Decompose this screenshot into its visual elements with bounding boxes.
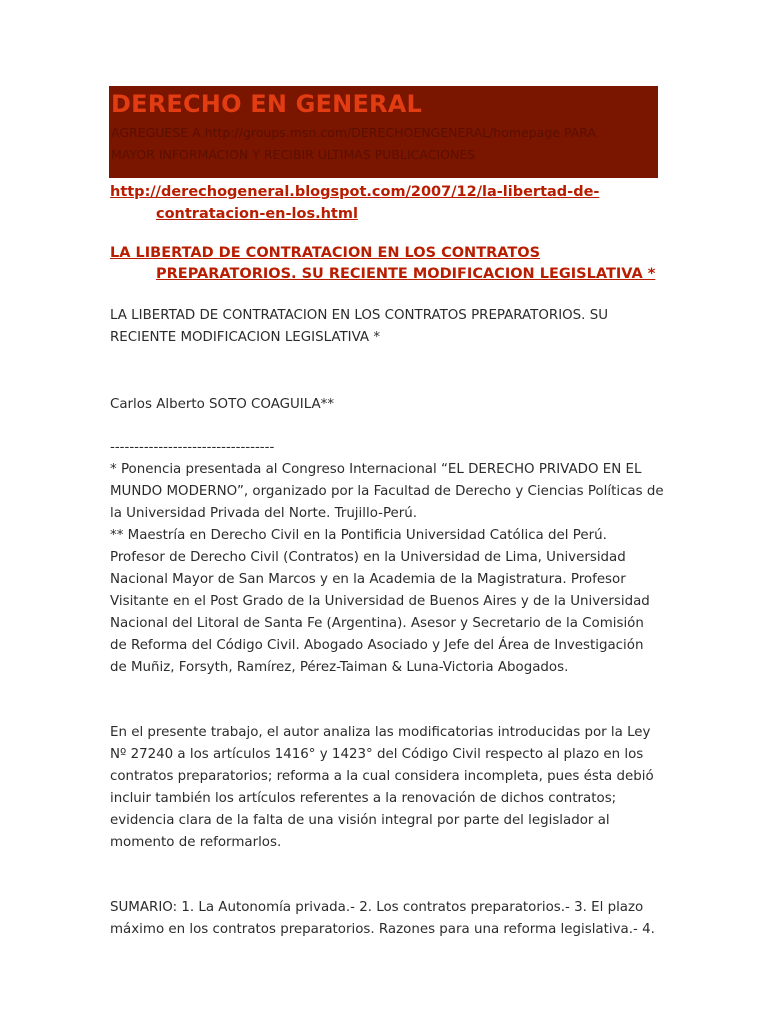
- abstract-line: evidencia clara de la falta de una visión integral por parte del legislador al: [110, 813, 610, 828]
- abstract-line: En el presente trabajo, el autor analiza las modificatorias introducidas por la Ley: [110, 725, 651, 740]
- footnote-line: MUNDO MODERNO”, organizado por la Facultad de Derecho y Ciencias Políticas de: [110, 484, 664, 499]
- footnote-line: ** Maestría en Derecho Civil en la Pontificia Universidad Católica del Perú.: [110, 528, 607, 543]
- footnote-line: Nacional Mayor de San Marcos y en la Academia de la Magistratura. Profesor: [110, 572, 626, 587]
- header-banner: [109, 86, 658, 178]
- banner-text-line-1: AGREGUESE A http://groups.msn.com/DERECHOENGENERAL/homepage PARA: [111, 125, 596, 140]
- footnote-separator: ----------------------------------: [110, 440, 275, 455]
- footnote-line: * Ponencia presentada al Congreso Internacional “EL DERECHO PRIVADO EN EL: [110, 462, 642, 477]
- abstract-line: momento de reformarlos.: [110, 835, 282, 850]
- author-name: Carlos Alberto SOTO COAGUILA**: [110, 397, 335, 412]
- banner-text-line-2: MAYOR INFORMACION Y RECIBIR ULTIMAS PUBLICACIONES: [111, 147, 476, 162]
- article-heading-line-2: PREPARATORIOS. SU RECIENTE MODIFICACION LEGISLATIVA *: [156, 266, 656, 282]
- blog-link-line-2[interactable]: contratacion-en-los.html: [156, 206, 358, 222]
- title-repeat-line-1: LA LIBERTAD DE CONTRATACION EN LOS CONTRATOS PREPARATORIOS. SU: [110, 308, 608, 323]
- abstract-line: contratos preparatorios; reforma a la cual considera incompleta, pues ésta debió: [110, 769, 654, 784]
- footnote-line: Nacional del Litoral de Santa Fe (Argentina). Asesor y Secretario de la Comisión: [110, 616, 644, 631]
- summary-line: SUMARIO: 1. La Autonomía privada.- 2. Los contratos preparatorios.- 3. El plazo: [110, 900, 644, 915]
- footnote-line: de Muñiz, Forsyth, Ramírez, Pérez-Taiman & Luna-Victoria Abogados.: [110, 660, 569, 675]
- footnote-line: Profesor de Derecho Civil (Contratos) en la Universidad de Lima, Universidad: [110, 550, 626, 565]
- summary-line: máximo en los contratos preparatorios. Razones para una reforma legislativa.- 4.: [110, 922, 655, 937]
- footnote-line: de Reforma del Código Civil. Abogado Asociado y Jefe del Área de Investigación: [110, 638, 644, 653]
- blog-link-line-1[interactable]: http://derechogeneral.blogspot.com/2007/12/la-libertad-de-: [110, 184, 600, 200]
- abstract-line: Nº 27240 a los artículos 1416° y 1423° del Código Civil respecto al plazo en los: [110, 747, 644, 762]
- banner-title: DERECHO EN GENERAL: [111, 90, 423, 118]
- footnote-line: Visitante en el Post Grado de la Universidad de Buenos Aires y de la Universidad: [110, 594, 650, 609]
- footnote-line: la Universidad Privada del Norte. Trujillo-Perú.: [110, 506, 418, 521]
- article-heading-line-1: LA LIBERTAD DE CONTRATACION EN LOS CONTRATOS: [110, 245, 541, 261]
- title-repeat-line-2: RECIENTE MODIFICACION LEGISLATIVA *: [110, 330, 381, 345]
- abstract-line: incluir también los artículos referentes a la renovación de dichos contratos;: [110, 791, 617, 806]
